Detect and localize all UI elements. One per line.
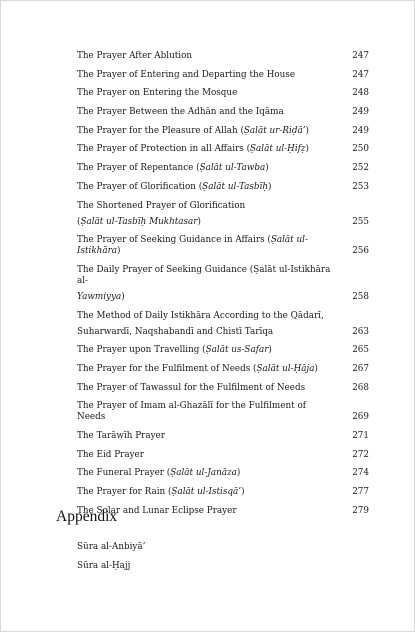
toc-entry-line: The Prayer of Repentance (Ṣalāt ul-Tawba) <box>77 163 269 174</box>
toc-entry <box>77 311 369 338</box>
toc-page-number: 249 <box>352 107 369 118</box>
toc-entry-title <box>77 487 347 498</box>
toc-entry-title <box>77 201 347 228</box>
toc-entry-line: The Prayer on Entering the Mosque <box>77 88 238 99</box>
toc-entry-line: The Prayer After Ablution <box>77 51 193 61</box>
toc-entry-line: The Prayer of Tawassul for the Fulfilment of Needs <box>77 382 306 393</box>
toc-entry <box>77 450 369 461</box>
toc-entry-line: The Prayer upon Travelling (Ṣalāt us-Safar) <box>77 345 272 356</box>
toc-entry <box>77 144 369 155</box>
toc-entry <box>77 88 369 99</box>
toc-entry-line: The Prayer for Rain (Ṣalāt ul-Istisqā’) <box>77 487 245 498</box>
toc-entry <box>77 364 369 375</box>
toc-entry-title <box>77 70 347 81</box>
toc-entry <box>77 468 369 479</box>
toc-entry <box>77 235 369 257</box>
toc-entry <box>77 265 369 303</box>
toc-entry-title <box>77 401 347 423</box>
toc-entry-line: The Eid Prayer <box>77 449 144 460</box>
toc-entry-line: The Prayer Between the Adhān and the Iqāma <box>77 107 284 118</box>
toc-entry-title <box>77 182 347 193</box>
toc-entry-title <box>77 431 347 442</box>
toc-entry <box>77 431 369 442</box>
toc-entry <box>77 51 369 62</box>
toc-page-number: 279 <box>352 505 369 516</box>
toc-entry-title <box>77 107 347 118</box>
toc-page-number: 268 <box>352 382 369 393</box>
toc-entry-line: The Solar and Lunar Eclipse Prayer <box>77 505 237 516</box>
toc-entry-line: The Prayer of Entering and Departing the House <box>77 69 296 80</box>
toc-entry-title <box>77 88 347 99</box>
toc-entry-line: Yawmiyya) <box>77 291 125 302</box>
toc-entry-title <box>77 163 347 174</box>
toc-page-number: 253 <box>352 181 369 192</box>
toc-entry <box>77 345 369 356</box>
toc-entry <box>77 126 369 137</box>
appendix-item: Sūra al-Ḥajj <box>77 561 131 571</box>
toc-page-number: 249 <box>352 125 369 136</box>
toc-entry-title <box>77 311 347 338</box>
toc-entry-title <box>77 364 347 375</box>
toc-entry-line: The Prayer for the Pleasure of Allah (Ṣalāt ur-Riḍā’) <box>77 125 309 136</box>
toc-page-number: 258 <box>352 291 369 302</box>
toc-entry-line: The Daily Prayer of Seeking Guidance (Ṣalāt ul-Istikhāra al- <box>77 264 331 286</box>
toc-entry-title <box>77 468 347 479</box>
toc-page-number: 247 <box>352 51 369 61</box>
toc-page-number: 271 <box>352 431 369 441</box>
toc-entry-title <box>77 506 347 517</box>
toc-entry-line: The Method of Daily Istikhāra According to the Qādarī, <box>77 310 324 321</box>
toc-entry-line: The Tarāwīh Prayer <box>77 431 165 441</box>
toc-entry-line: The Prayer for the Fulfilment of Needs (Ṣalāt ul-Ḥāja) <box>77 363 318 374</box>
toc-entry <box>77 201 369 228</box>
toc-entry <box>77 487 369 498</box>
toc-entry-title <box>77 51 347 62</box>
toc-entry <box>77 70 369 81</box>
toc-page-number: 272 <box>352 449 369 460</box>
toc-entry-line: Suharwardī, Naqshabandī and Chistī Tarīqa <box>77 326 274 337</box>
appendix-list <box>77 542 145 580</box>
appendix-heading: Appendix <box>56 508 118 525</box>
toc-entry-title <box>77 235 347 257</box>
appendix-item: Sūra al-Anbiyā’ <box>77 542 146 552</box>
toc-entry-line: The Prayer of Imam al-Ghazālī for the Fulfilment of Needs <box>77 401 307 423</box>
toc-entry <box>77 383 369 394</box>
toc-page-number: 250 <box>352 144 369 155</box>
toc-entry-line: The Funeral Prayer (Ṣalāt ul-Janāza) <box>77 468 241 479</box>
toc-page-number: 247 <box>352 69 369 80</box>
toc-page-number: 263 <box>352 326 369 337</box>
toc-page-number: 252 <box>352 163 369 174</box>
toc-entry <box>77 506 369 517</box>
toc-entry-title <box>77 450 347 461</box>
toc-entry-title <box>77 383 347 394</box>
toc-page-number: 269 <box>352 412 369 423</box>
toc-entry-line: (Ṣalāt ul-Tasbīḥ Mukhtasar) <box>77 216 201 227</box>
toc-entry-line: The Prayer of Seeking Guidance in Affairs (Ṣalāt ul-Istikhāra) <box>77 235 308 257</box>
toc-entry-line: The Prayer of Glorification (Ṣalāt ul-Tasbīḥ) <box>77 181 272 192</box>
toc-page-number: 248 <box>352 88 369 99</box>
toc-page-number: 277 <box>352 487 369 498</box>
toc-page-number: 255 <box>352 216 369 227</box>
toc-entry <box>77 401 369 423</box>
toc-entry-line: The Shortened Prayer of Glorification <box>77 200 246 211</box>
toc-entry-title <box>77 144 347 155</box>
toc-entry-line: The Prayer of Protection in all Affairs (Ṣalāt ul-Ḥifẓ) <box>77 144 309 155</box>
toc-entry-title <box>77 265 347 303</box>
table-of-contents <box>77 51 369 524</box>
toc-entry-title <box>77 126 347 137</box>
toc-page-number: 274 <box>352 468 369 479</box>
toc-entry <box>77 182 369 193</box>
toc-entry <box>77 107 369 118</box>
toc-entry <box>77 163 369 174</box>
toc-entry-title <box>77 345 347 356</box>
toc-page-number: 267 <box>352 363 369 374</box>
toc-page-number: 256 <box>352 246 369 257</box>
toc-page-number: 265 <box>352 345 369 356</box>
